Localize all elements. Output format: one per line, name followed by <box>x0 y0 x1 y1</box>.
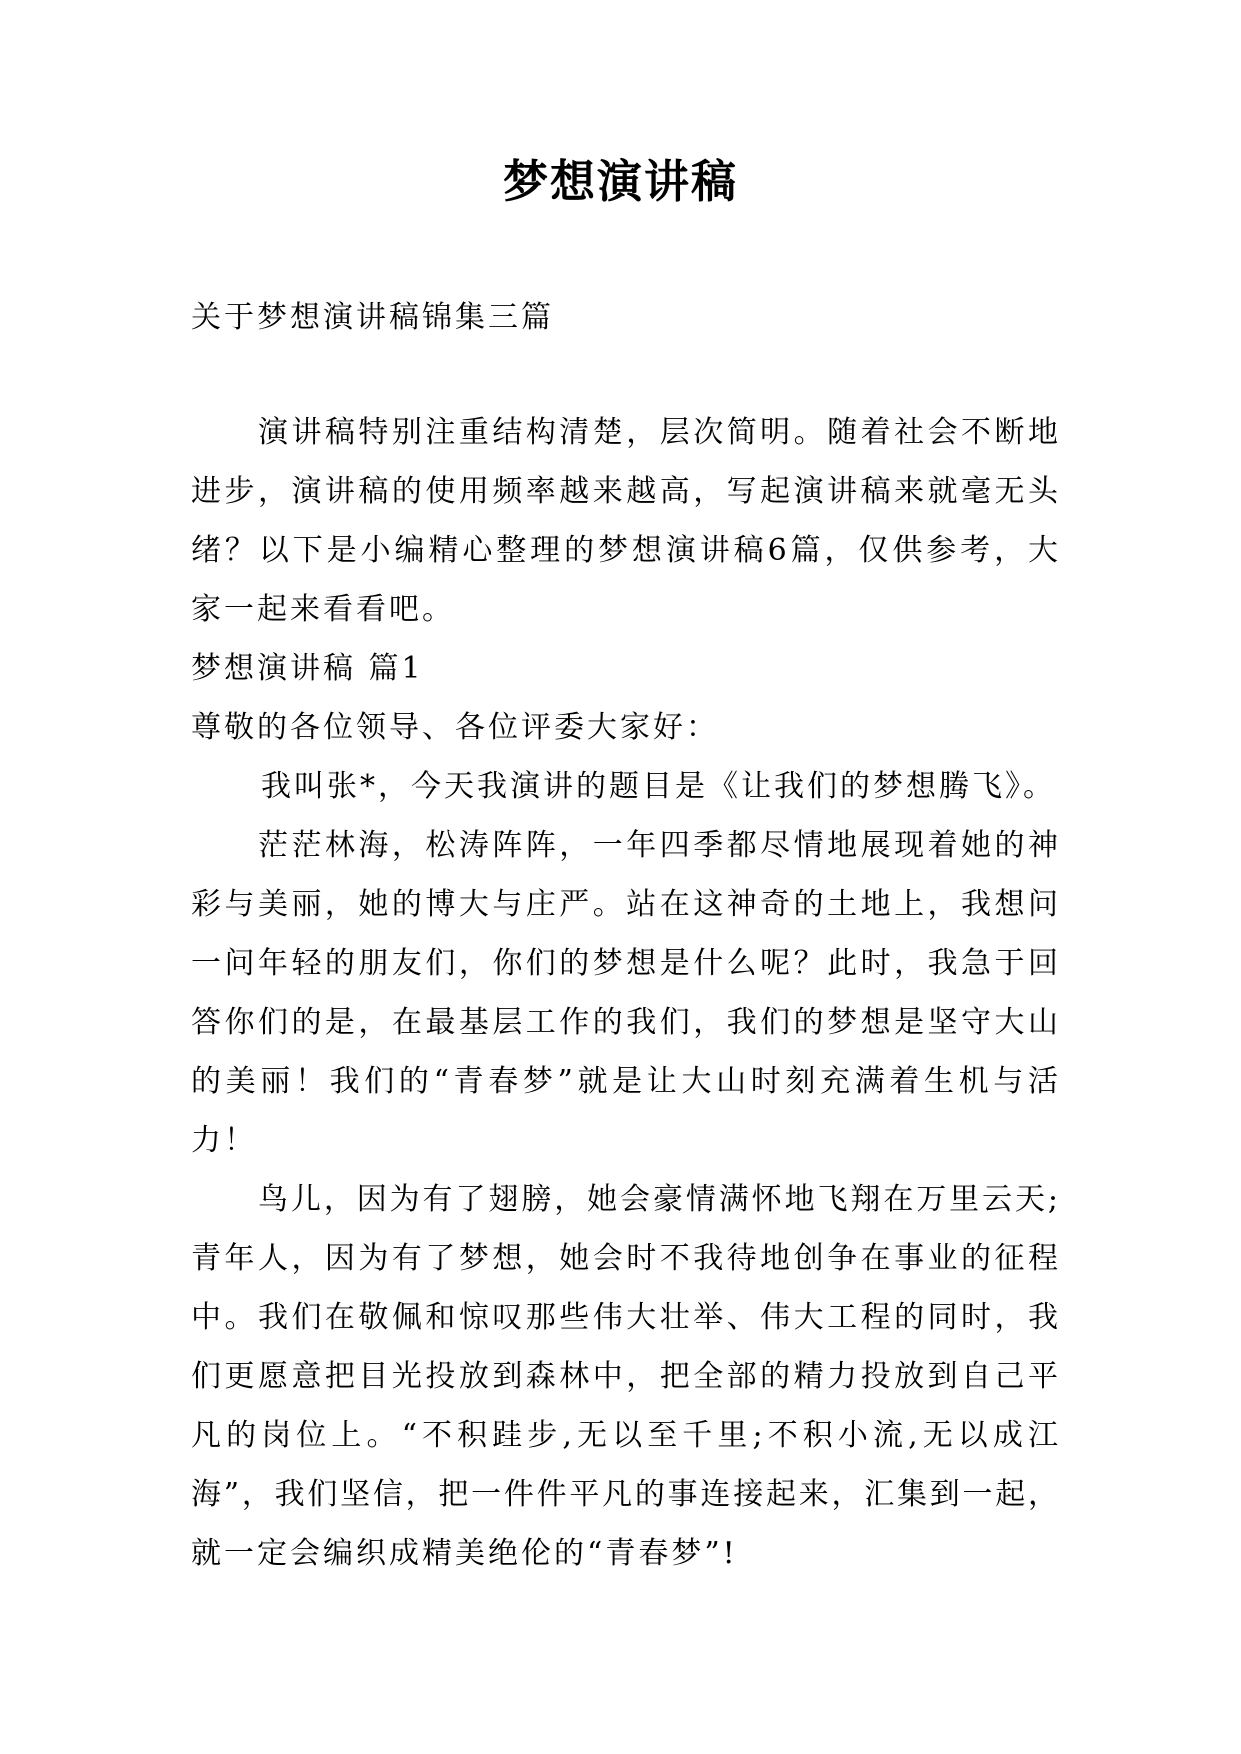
paragraph-line: 海”，我们坚信，把一件件平凡的事连接起来，汇集到一起， <box>191 1477 1058 1512</box>
paragraph-line: 就一定会编织成精美绝伦的“青春梦”! <box>191 1536 738 1571</box>
paragraph-line: 鸟儿，因为有了翅膀，她会豪情满怀地飞翔在万里云天; <box>258 1182 1058 1217</box>
document-subtitle: 关于梦想演讲稿锦集三篇 <box>191 300 554 335</box>
document-body <box>191 403 1058 1583</box>
paragraph-line: 中。我们在敬佩和惊叹那些伟大壮举、伟大工程的同时，我 <box>191 1300 1058 1335</box>
speech-paragraph-2 <box>191 1170 1058 1583</box>
paragraph-line: 演讲稿特别注重结构清楚，层次简明。随着社会不断地 <box>258 415 1058 450</box>
speech-opening: 我叫张*，今天我演讲的题目是《让我们的梦想腾飞》。 <box>261 769 1056 804</box>
paragraph-line: 们更愿意把目光投放到森林中，把全部的精力投放到自己平 <box>191 1359 1058 1394</box>
intro-paragraph <box>191 403 1058 639</box>
paragraph-line: 绪？以下是小编精心整理的梦想演讲稿6篇，仅供参考，大 <box>191 533 1058 568</box>
paragraph-line: 彩与美丽，她的博大与庄严。站在这神奇的土地上，我想问 <box>191 887 1058 922</box>
document-title: 梦想演讲稿 <box>502 155 738 208</box>
speech-salutation: 尊敬的各位领导、各位评委大家好： <box>191 710 719 745</box>
paragraph-line: 家一起来看看吧。 <box>191 592 455 627</box>
paragraph-line: 进步，演讲稿的使用频率越来越高，写起演讲稿来就毫无头 <box>191 474 1058 509</box>
section-heading: 梦想演讲稿 篇1 <box>191 651 424 686</box>
paragraph-line: 一问年轻的朋友们，你们的梦想是什么呢？此时，我急于回 <box>191 946 1058 981</box>
paragraph-line: 的美丽！我们的“青春梦”就是让大山时刻充满着生机与活 <box>191 1064 1058 1099</box>
paragraph-line: 凡的岗位上。“不积跬步,无以至千里;不积小流,无以成江 <box>191 1418 1058 1453</box>
paragraph-line: 茫茫林海，松涛阵阵，一年四季都尽情地展现着她的神 <box>258 828 1058 863</box>
paragraph-line: 力！ <box>191 1123 257 1158</box>
speech-paragraph-1 <box>191 816 1058 1170</box>
paragraph-line: 答你们的是，在最基层工作的我们，我们的梦想是坚守大山 <box>191 1005 1058 1040</box>
paragraph-line: 青年人，因为有了梦想，她会时不我待地创争在事业的征程 <box>191 1241 1058 1276</box>
